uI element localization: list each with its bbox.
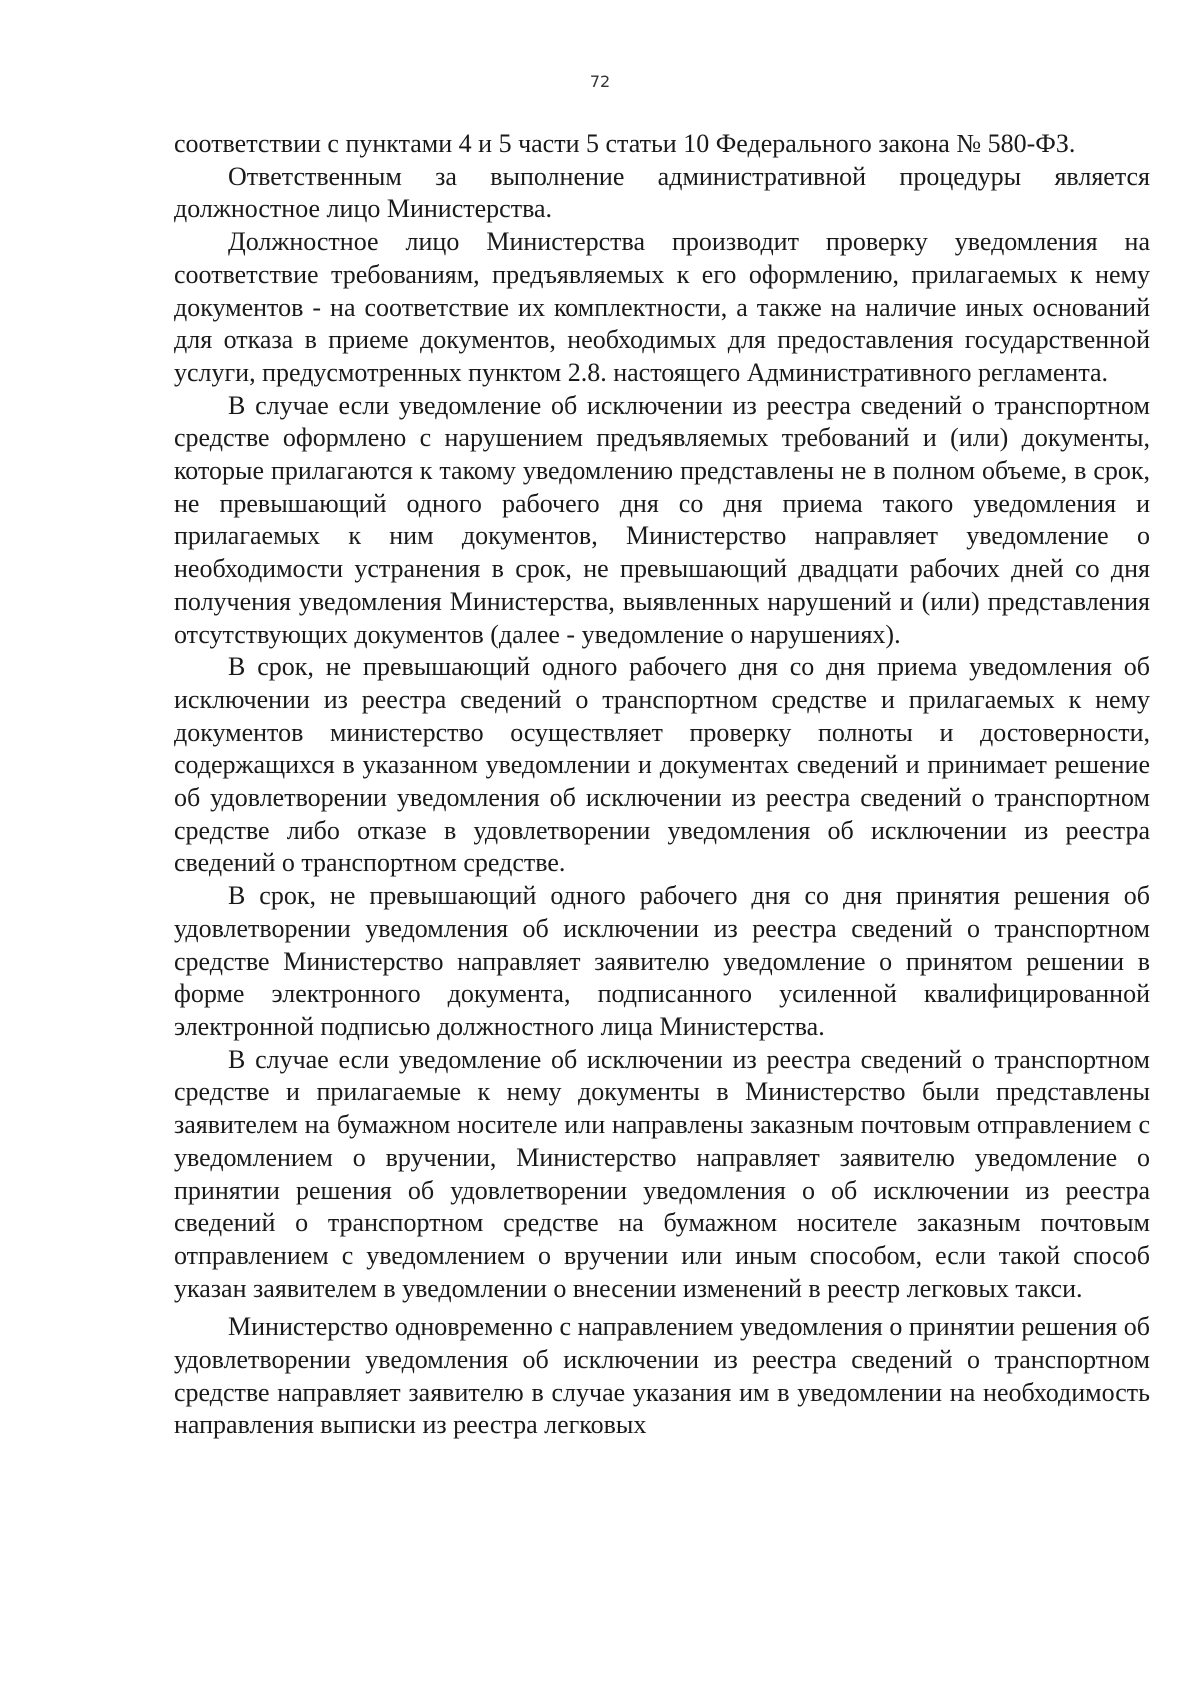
paragraph-2: Ответственным за выполнение административной процедуры является должностное лицо Министерства. [174,161,1150,224]
page-number: 72 [589,72,611,91]
paragraph-8: Министерство одновременно с направлением уведомления о принятии решения об удовлетворении уведомления об исключении из реестра сведений о транспортном средстве направляет заявителю в случае указания им в уведомлении на необходимость направления выписки из реестра легковых [174,1312,1150,1440]
paragraph-4: В случае если уведомление об исключении из реестра сведений о транспортном средстве оформлено с нарушением предъявляемых требований и (или) документы, которые прилагаются к такому уведомлению представлены не в полном объеме, в срок, не превышающий одного рабочего дня со дня приема такого уведомления и прилагаемых к ним документов, Министерство направляет уведомление о необходимости устранения в срок, не превышающий двадцати рабочих дней со дня получения уведомления Министерства, выявленных нарушений и (или) представления отсутствующих документов (далее - уведомление о нарушениях). [174,390,1150,649]
document-body [174,128,1150,1442]
paragraph-6: В срок, не превышающий одного рабочего дня со дня принятия решения об удовлетворении уведомления об исключении из реестра сведений о транспортном средстве Министерство направляет заявителю уведомление о принятом решении в форме электронного документа, подписанного усиленной квалифицированной электронной подписью должностного лица Министерства. [174,881,1150,1041]
paragraph-5: В срок, не превышающий одного рабочего дня со дня приема уведомления об исключении из реестра сведений о транспортном средстве и прилагаемых к нему документов министерство осуществляет проверку полноты и достоверности, содержащихся в указанном уведомлении и документах сведений и принимает решение об удовлетворении уведомления об исключении из реестра сведений о транспортном средстве либо отказе в удовлетворении уведомления об исключении из реестра сведений о транспортном средстве. [174,652,1150,878]
paragraph-7: В случае если уведомление об исключении из реестра сведений о транспортном средстве и прилагаемые к нему документы в Министерство были представлены заявителем на бумажном носителе или направлены заказным почтовым отправлением с уведомлением о вручении, Министерство направляет заявителю уведомление о принятии решения об удовлетворении уведомления о об исключении из реестра сведений о транспортном средстве на бумажном носителе заказным почтовым отправлением с уведомлением о вручении или иным способом, если такой способ указан заявителем в уведомлении о внесении изменений в реестр легковых такси. [174,1044,1150,1303]
paragraph-1: соответствии с пунктами 4 и 5 части 5 статьи 10 Федерального закона № 580-ФЗ. [174,129,1076,158]
paragraph-3: Должностное лицо Министерства производит проверку уведомления на соответствие требованиям, предъявляемых к его оформлению, прилагаемых к нему документов - на соответствие их комплектности, а также на наличие иных оснований для отказа в приеме документов, необходимых для предоставления государственной услуги, предусмотренных пунктом 2.8. настоящего Административного регламента. [174,227,1150,387]
